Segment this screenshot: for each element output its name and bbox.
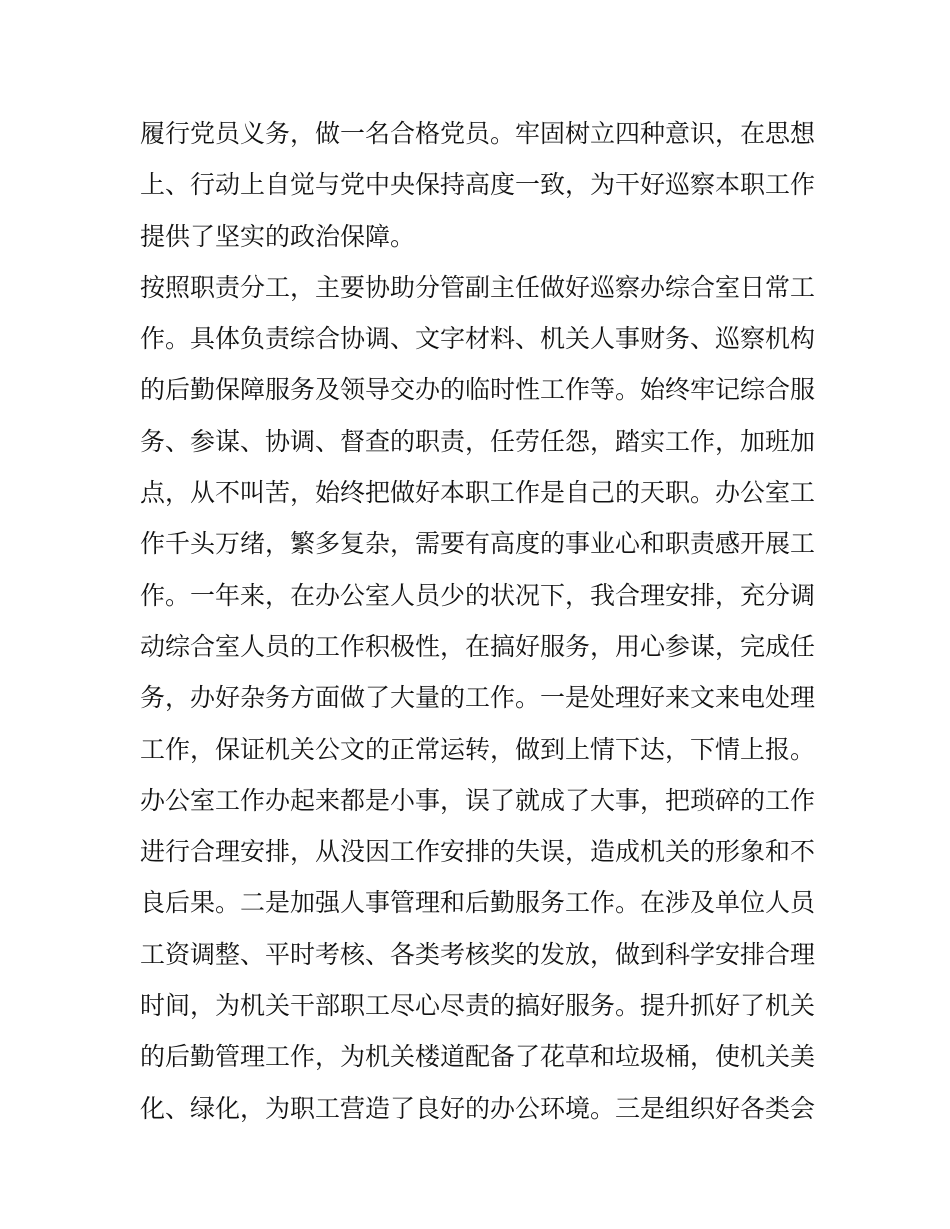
text-line: 进行合理安排，从没因工作安排的失误，造成机关的形象和不 [140,837,816,867]
text-line: 时间，为机关干部职工尽心尽责的搞好服务。提升抓好了机关 [140,991,816,1021]
text-line: 上、行动上自觉与党中央保持高度一致，为干好巡察本职工作 [140,170,816,200]
text-line: 提供了坚实的政治保障。 [140,221,416,251]
text-line: 点，从不叫苦，始终把做好本职工作是自己的天职。办公室工 [140,478,816,508]
text-line: 作。具体负责综合协调、文字材料、机关人事财务、巡察机构 [140,324,816,354]
text-line: 良后果。二是加强人事管理和后勤服务工作。在涉及单位人员 [140,888,816,918]
text-line: 履行党员义务，做一名合格党员。牢固树立四种意识，在思想 [140,119,816,148]
text-line: 办公室工作办起来都是小事，误了就成了大事，把琐碎的工作 [140,785,816,815]
text-line: 动综合室人员的工作积极性，在搞好服务，用心参谋，完成任 [140,631,816,661]
text-line: 化、绿化，为职工营造了良好的办公环境。三是组织好各类会 [140,1093,816,1123]
text-line: 务、参谋、协调、督查的职责，任劳任怨，踏实工作，加班加 [140,426,816,456]
text-line: 务，办好杂务方面做了大量的工作。一是处理好来文来电处理 [140,683,816,713]
text-line: 工作，保证机关公文的正常运转，做到上情下达，下情上报。 [140,734,816,764]
text-line: 作。一年来，在办公室人员少的状况下，我合理安排，充分调 [140,580,816,610]
text-line: 的后勤保障服务及领导交办的临时性工作等。始终牢记综合服 [140,375,816,405]
body-text [140,108,820,1134]
text-line: 按照职责分工，主要协助分管副主任做好巡察办综合室日常工 [140,272,816,302]
text-line: 作千头万绪，繁多复杂，需要有高度的事业心和职责感开展工 [140,529,816,559]
text-line: 的后勤管理工作，为机关楼道配备了花草和垃圾桶，使机关美 [140,1042,816,1072]
text-line: 工资调整、平时考核、各类考核奖的发放，做到科学安排合理 [140,939,816,969]
